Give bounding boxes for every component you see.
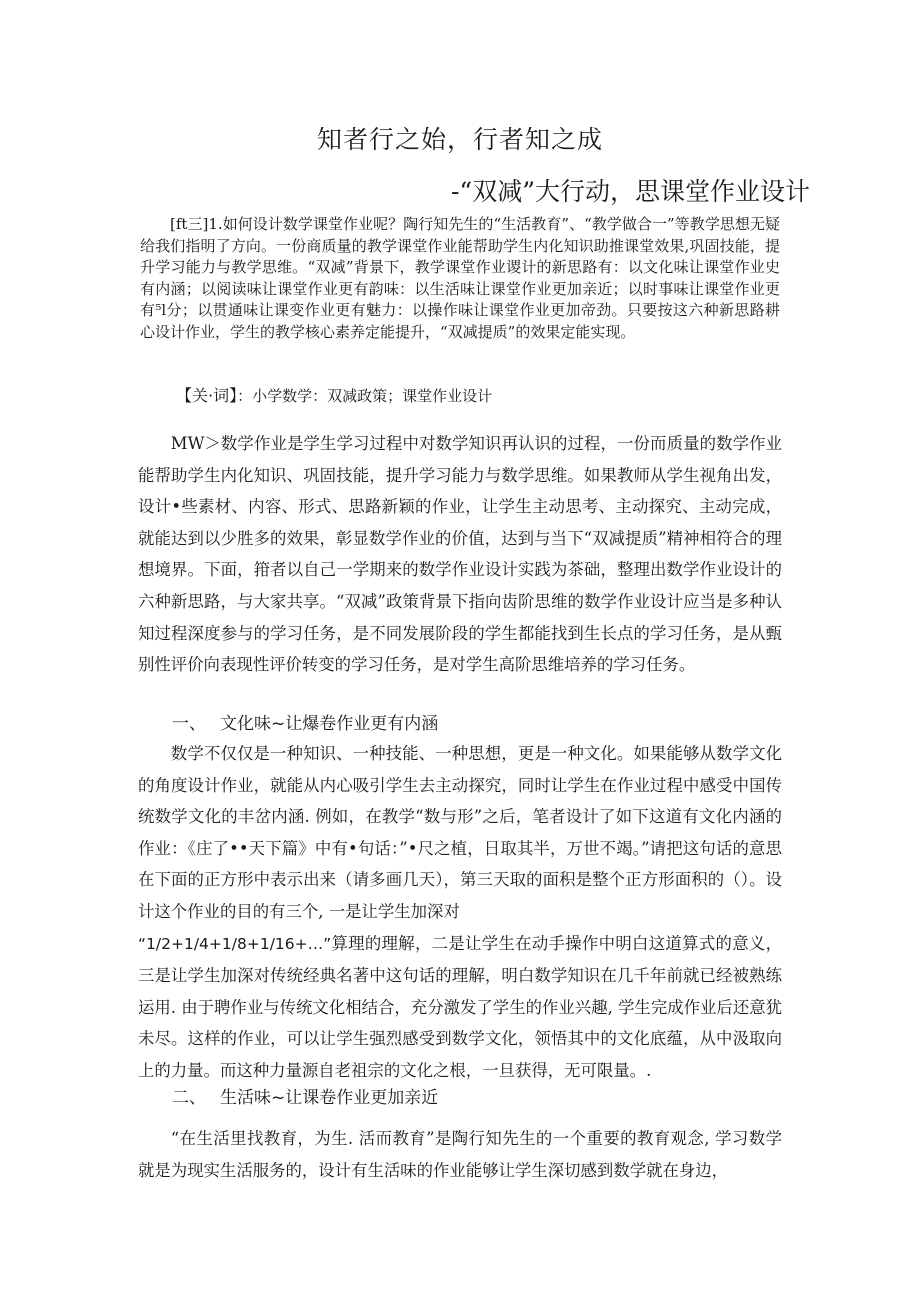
keywords-line — [176, 383, 492, 406]
section-2-heading — [172, 1083, 438, 1108]
keywords-text: ：小学数学：双减政策；课堂作业设计 — [237, 387, 493, 405]
series-formula: “1/2+1/4+1/8+1/16+…” — [138, 934, 332, 953]
section-1-number: 一、 — [172, 714, 206, 734]
section-1-paragraph — [138, 738, 782, 1087]
keywords-label: 【关·词】 — [176, 386, 238, 405]
section-1-heading-text: 文化味~让爆卷作业更有内涵 — [220, 714, 439, 734]
section-2-number: 二、 — [172, 1088, 206, 1108]
section-2-heading-text: 生活味~让课卷作业更加亲近 — [220, 1088, 439, 1108]
document-title: 知者行之始，行者知之成 — [316, 125, 603, 154]
intro-paragraph: MW＞数学作业是学生学习过程中对数学知识再认识的过程，一份而质量的数学作业能帮助学生内化知识、巩固技能，提升学习能力与数学思维。如果教师从学生视角出发，设计•些素材、内容、形式、思路新颖的作业，让学生主动思考、主动探究、主动完成，就能达到以少胜多的效果，彰显数学作业的价值，达到与当下“双减提质”精神相符合的理想境界。下面，箝者以自己一学期来的数学作业设计实践为茶础，整理出数学作业设计的六种新思路，与大家共享。“双减”政策背景下指向齿阶思维的数学作业设计应当是多种认知过程深度参与的学习任务，是不同发展阶段的学生都能找到生长点的学习任务，是从甄别性评价向表现性评价转变的学习任务，是对学生高阶思维培养的学习任务。 — [138, 434, 782, 675]
document-subtitle: -“双减”大行动，思课堂作业设计 — [450, 177, 810, 206]
section-1-heading — [172, 709, 438, 734]
section-1-text-part2: 算理的理解，二是让学生在动手操作中明白这道算式的意义，三是让学生加深对传统经典名著中这句话的理解，明白数学知识在几千年前就已经被熟练运用. 由于聘作业与传统文化相结合，充分激发了学生的作业兴趣, 学生完成作业后还意犹未尽。这样的作业，可以让学生强烈感受到数学文化，领悟其中的文化底蕴，从中汲取向上的力量。而这种力量源自老祖宗的文化之根，一旦获得，无可限量。. — [138, 933, 782, 1080]
section-2-paragraph: “在生活里找教育，为生. 活而教育”是陶行知先生的一个重要的教育观念, 学习数学就是为现实生活服务的，设计有生活味的作业能够让学生深切感到数学就在身边， — [138, 1129, 782, 1180]
abstract-paragraph: [ft三]1.如何设计数学课堂作业呢？陶行知先生的“生活教育”、“教学做合一”等教学思想无疑给我们指明了方向。一份商质量的教学课堂作业能帮助学生内化知识助推课堂效果,巩固技能，提升学习能力与教学思维。“双减”背景下，教学课堂作业谡计的新思路有：以文化味让课堂作业史有内涵；以阅读味让课堂作业更有韵味：以生活味让课堂作业更加亲近；以时事味让课堂作业更有⁵l分；以贯通味让课变作业更有魅力：以操作味让课堂作业更加帝劲。只要按这六种新思路耕心设计作业，学生的教学核心素养定能提升，“双减提质”的效果定能实现。 — [140, 215, 780, 341]
section-1-text-part1: 数学不仅仅是一种知识、一种技能、一种思想，更是一种文化。如果能够从数学文化的角度设计作业，就能从内心吸引学生去主动探究，同时让学生在作业过程中感受中国传统数学文化的丰岔内涵. 例如，在教学“数与形”之后，笔者设计了如下这道有文化内涵的作业：《庄了••天下篇》中有•句话：”•尺之植，日取其半，万世不竭。”请把这句话的意思在下面的正方形中表示出来（请多画几天），第三天取的面积是整个正方形面积的（）。设计这个作业的目的有三个, 一是让学生加深对 — [138, 744, 782, 921]
